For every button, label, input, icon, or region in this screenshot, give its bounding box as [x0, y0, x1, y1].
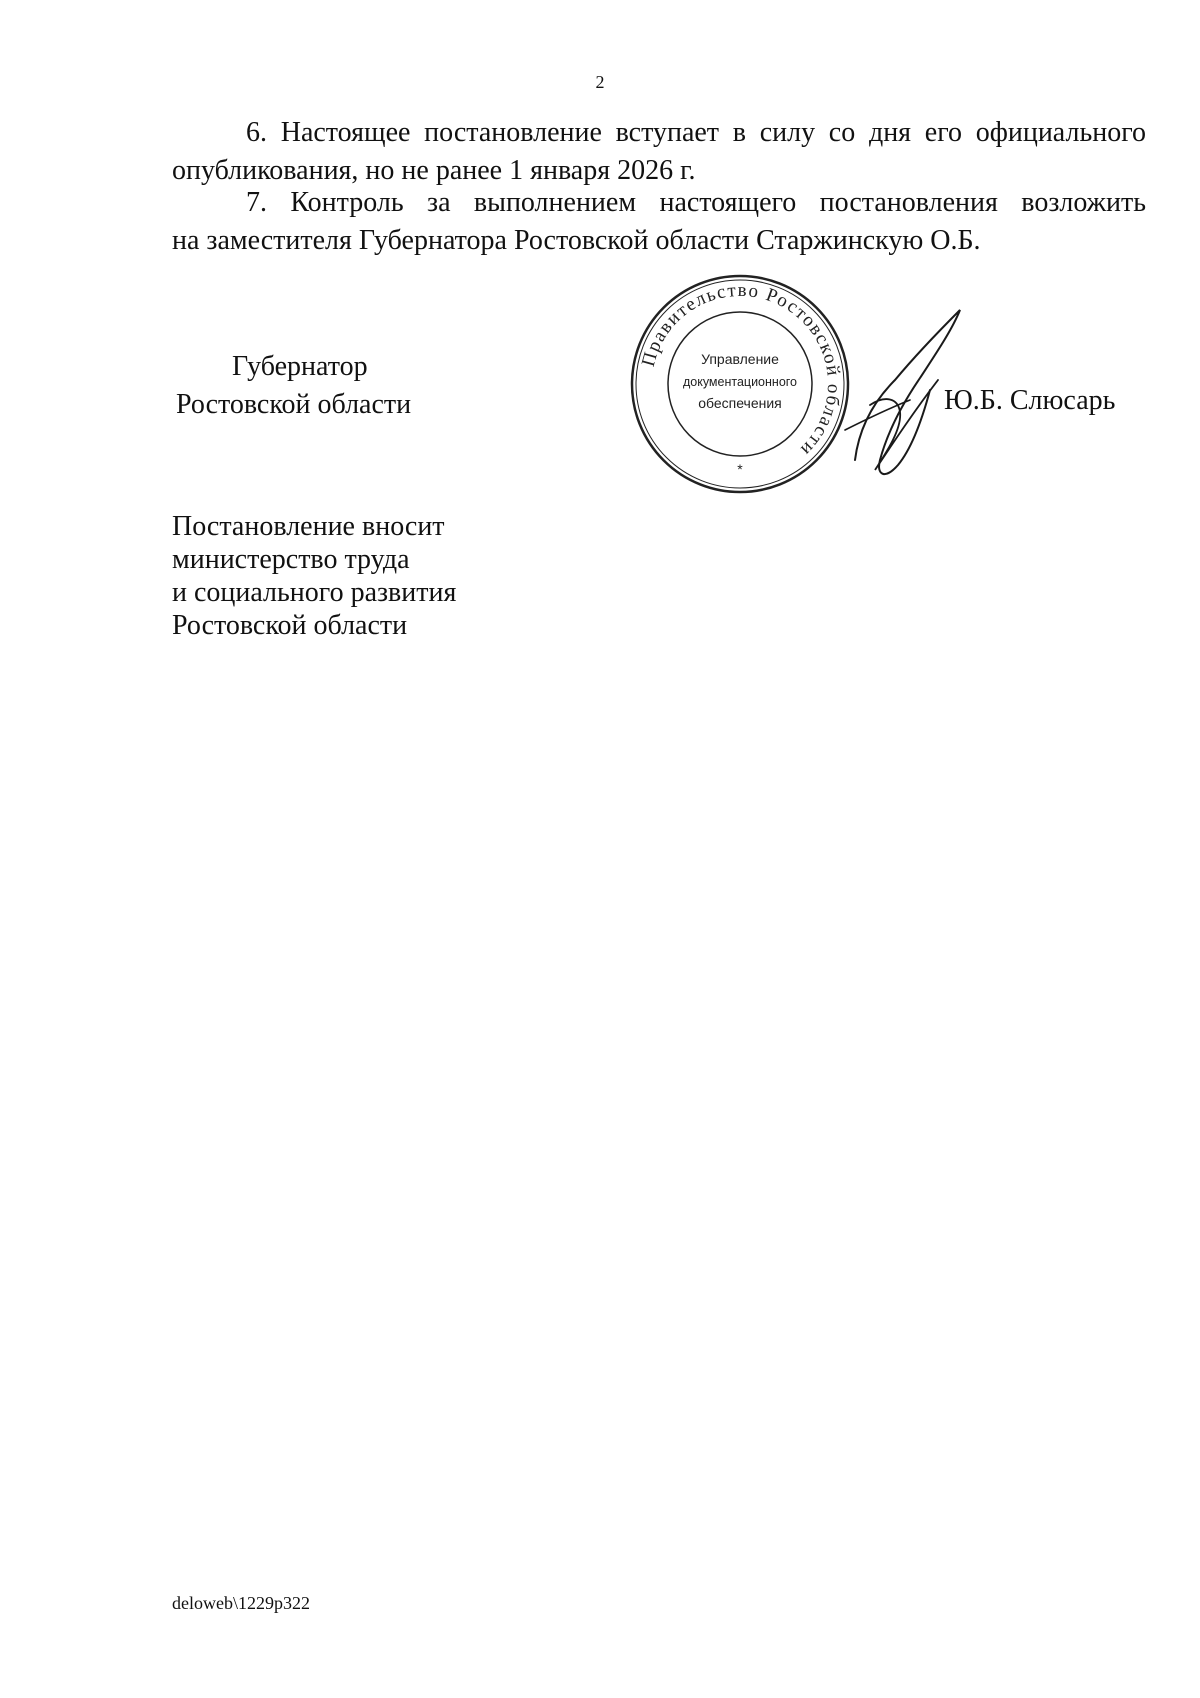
- signatory-title-line-2: Ростовской области: [176, 389, 412, 420]
- seal-center-line-1: Управление: [701, 351, 779, 367]
- paragraph-7-line-1: [172, 184, 1146, 222]
- page-number: 2: [595, 72, 605, 92]
- submitter-block: [172, 510, 456, 642]
- signatory-title-line-1: Губернатор: [232, 351, 368, 382]
- submitter-line-2: министерство труда: [172, 544, 410, 575]
- seal-center-line-3: обеспечения: [698, 395, 782, 411]
- signer-name: Ю.Б. Слюсарь: [944, 385, 1116, 416]
- paragraph-6-line-2: опубликования, но не ранее 1 января 2026 г.: [172, 155, 696, 186]
- submitter-line-1: Постановление вносит: [172, 511, 445, 542]
- paragraph-6: [172, 114, 1146, 190]
- paragraph-7-line-1-text: 7. Контроль за выполнением настоящего постановления возложить: [246, 187, 1146, 218]
- document-code: deloweb\1229p322: [172, 1593, 310, 1613]
- seal-center-line-2: документационного: [682, 375, 798, 389]
- submitter-line-4: Ростовской области: [172, 610, 408, 641]
- seal-ring-text-path: Правительство Ростовской области: [637, 279, 845, 461]
- paragraph-6-line-1: [172, 114, 1146, 152]
- signatory-title: [176, 348, 476, 424]
- paragraph-7-line-2: на заместителя Губернатора Ростовской области Старжинскую О.Б.: [172, 225, 981, 256]
- submitter-line-3: и социального развития: [172, 577, 457, 608]
- paragraph-7: [172, 184, 1146, 260]
- official-seal-stamp: [628, 272, 852, 496]
- paragraph-6-line-1-text: 6. Настоящее постановление вступает в силу со дня его официального: [246, 117, 1146, 148]
- seal-star: *: [737, 461, 743, 477]
